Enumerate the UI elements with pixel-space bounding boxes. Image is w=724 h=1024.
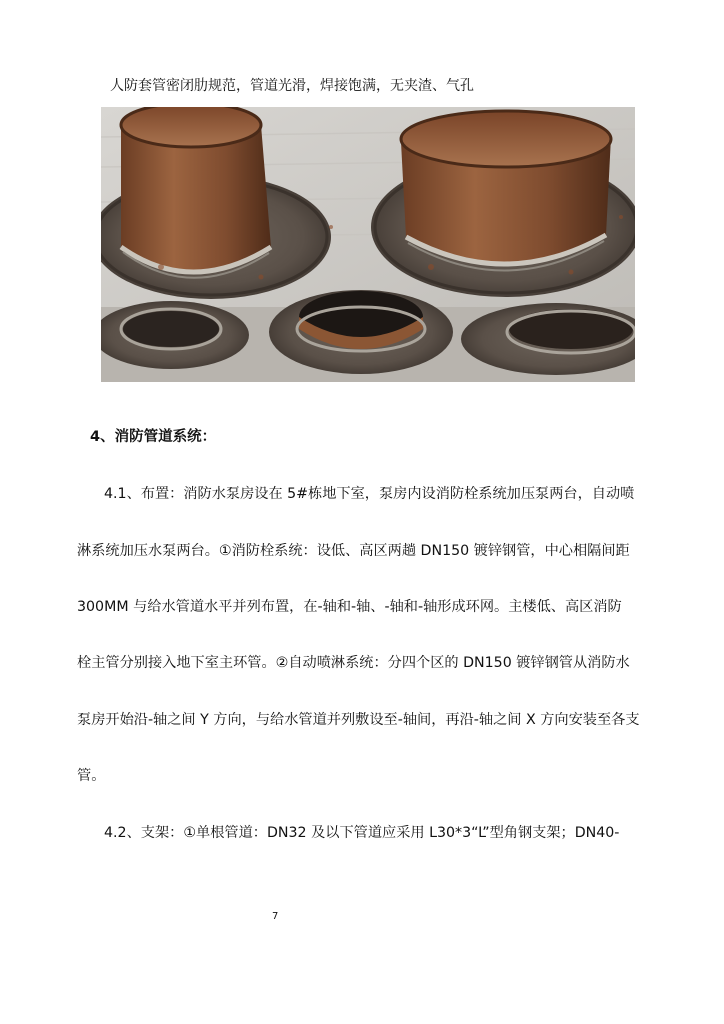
body-line-7: 4.2、支架：①单根管道：DN32 及以下管道应采用 L30*3“L”型角钢支架；DN40-: [104, 825, 620, 841]
body-line-6: 管。: [77, 768, 106, 784]
body-line-2: 淋系统加压水泵两台。①消防栓系统：设低、高区两趟 DN150 镀锌钢管，中心相隔间距: [77, 543, 630, 559]
body-line-3: 300MM 与给水管道水平并列布置，在-轴和-轴、-轴和-轴形成环网。主楼低、高区消防: [77, 599, 622, 615]
steel-sleeve-flanges-photo: [101, 107, 635, 382]
body-line-4: 栓主管分别接入地下室主环管。②自动喷淋系统：分四个区的 DN150 镀锌钢管从消防水: [77, 655, 630, 671]
section-heading: 4、消防管道系统：: [90, 429, 217, 445]
body-line-5: 泵房开始沿-轴之间 Y 方向，与给水管道并列敷设至-轴间，再沿-轴之间 X 方向安装至各支: [77, 712, 640, 728]
body-line-1: 4.1、布置：消防水泵房设在 5#栋地下室，泵房内设消防栓系统加压泵两台，自动喷: [104, 486, 635, 502]
page-number: 7: [272, 911, 279, 922]
photo-caption: 人防套管密闭肋规范，管道光滑，焊接饱满，无夹渣、气孔: [110, 78, 474, 94]
